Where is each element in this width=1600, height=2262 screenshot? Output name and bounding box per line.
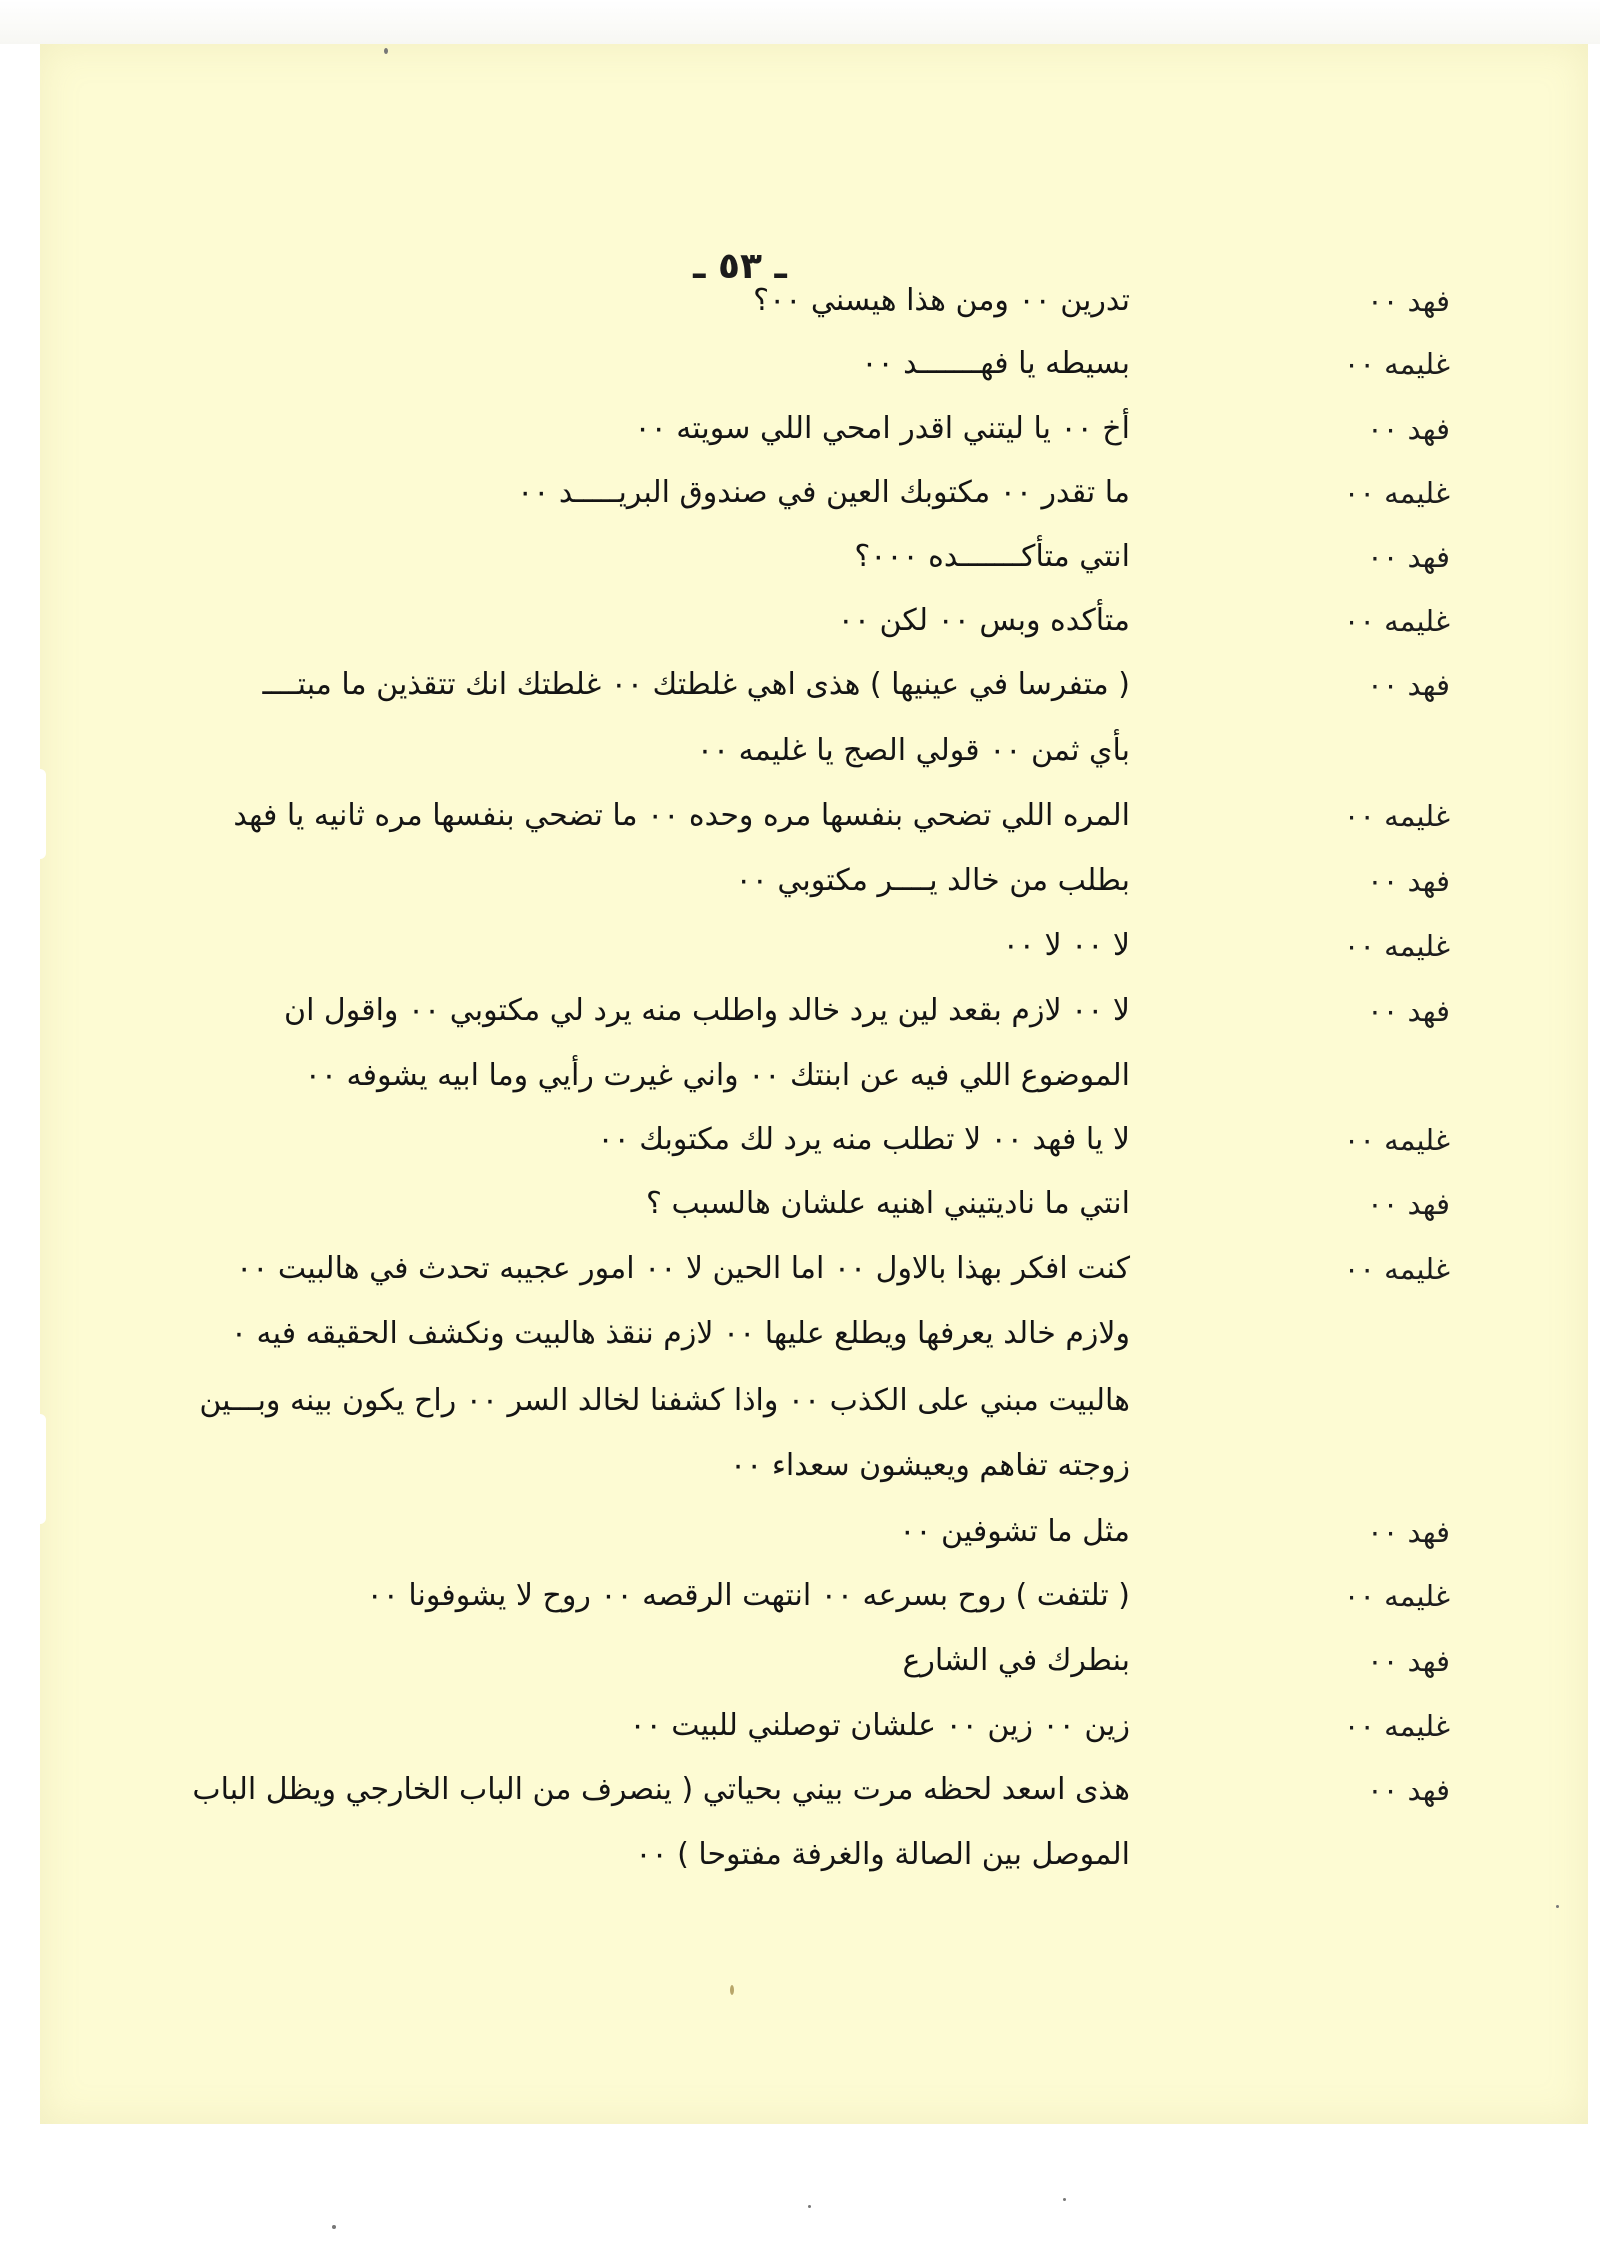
dialogue-text: بأي ثمن ٠٠ قولي الصج يا غليمه ٠٠ xyxy=(696,733,1130,768)
speaker-name: فهد ٠٠ xyxy=(1367,1773,1450,1807)
script-line xyxy=(0,1632,1600,1690)
script-line xyxy=(0,1437,1600,1495)
dialogue-text: ( تلتفت ) روح بسرعه ٠٠ انتهت الرقصه ٠٠ روح لا يشوفونا ٠٠ xyxy=(366,1578,1130,1613)
script-line xyxy=(0,1111,1600,1169)
dialogue-text: انتي ما ناديتيني اهنيه علشان هالسبب ؟ xyxy=(646,1186,1130,1221)
dialogue-text: انتي متأكـــــــده ٠٠٠؟ xyxy=(854,539,1130,574)
dialogue-text: الموصل بين الصالة والغرفة مفتوحا ) ٠٠ xyxy=(635,1837,1130,1872)
scan-speck xyxy=(730,1985,734,1995)
dialogue-text: زوجته تفاهم ويعيشون سعداء ٠٠ xyxy=(730,1448,1130,1483)
script-line xyxy=(0,1567,1600,1625)
speaker-name: فهد ٠٠ xyxy=(1367,994,1450,1028)
script-line xyxy=(0,1047,1600,1105)
dialogue-text: ( متفرسا في عينيها ) هذى اهي غلطتك ٠٠ غلطتك انك تتقذين ما مبتــــ xyxy=(262,667,1130,702)
speaker-name: غليمه ٠٠ xyxy=(1343,1579,1450,1613)
scan-speck xyxy=(1063,2198,1066,2201)
dialogue-text: المره اللي تضحي بنفسها مره وحده ٠٠ ما تضحي بنفسها مره ثانيه يا فهد xyxy=(233,798,1130,833)
script-line xyxy=(0,1697,1600,1755)
page-number: ـ ٥٣ ـ xyxy=(693,246,787,287)
scan-speck xyxy=(808,2205,811,2208)
speaker-name: فهد ٠٠ xyxy=(1367,412,1450,446)
script-line xyxy=(0,982,1600,1040)
dialogue-text: ولازم خالد يعرفها ويطلع عليها ٠٠ لازم ننقذ هالبيت ونكشف الحقيقه فيه ٠ xyxy=(230,1316,1130,1351)
dialogue-text: الموضوع اللي فيه عن ابنتك ٠٠ واني غيرت رأيي وما ابيه يشوفه ٠٠ xyxy=(304,1058,1130,1093)
script-line xyxy=(0,1761,1600,1819)
speaker-name: غليمه ٠٠ xyxy=(1343,799,1450,833)
speaker-name: غليمه ٠٠ xyxy=(1343,1123,1450,1157)
script-line xyxy=(0,1305,1600,1363)
speaker-name: فهد ٠٠ xyxy=(1367,540,1450,574)
script-line xyxy=(0,787,1600,845)
dialogue-text: لا ٠٠ لازم بقعد لين يرد خالد واطلب منه يرد لي مكتوبي ٠٠ واقول ان xyxy=(284,993,1130,1028)
speaker-name: غليمه ٠٠ xyxy=(1343,347,1450,381)
dialogue-text: أخ ٠٠ يا ليتني اقدر امحي اللي سويته ٠٠ xyxy=(634,411,1130,446)
scan-speck xyxy=(332,2225,336,2229)
script-line xyxy=(0,656,1600,714)
dialogue-text: ما تقدر ٠٠ مكتوبك العين في صندوق البريـــــد ٠٠ xyxy=(517,475,1130,510)
dialogue-text: لا ٠٠ لا ٠٠ xyxy=(1002,928,1130,963)
dialogue-text: بسيطه يا فهـــــــد ٠٠ xyxy=(861,346,1130,381)
speaker-name: فهد ٠٠ xyxy=(1367,864,1450,898)
script-line xyxy=(0,1826,1600,1884)
dialogue-text: هذى اسعد لحظه مرت بيني بحياتي ( ينصرف من الباب الخارجي ويظل الباب xyxy=(192,1772,1130,1807)
speaker-name: غليمه ٠٠ xyxy=(1343,476,1450,510)
script-line xyxy=(0,1503,1600,1561)
script-line xyxy=(0,917,1600,975)
speaker-name: فهد ٠٠ xyxy=(1367,284,1450,318)
dialogue-text: بنطرك في الشارع xyxy=(902,1643,1130,1678)
script-line xyxy=(0,722,1600,780)
dialogue-text: مثل ما تشوفين ٠٠ xyxy=(899,1514,1130,1549)
dialogue-text: متأكده وبس ٠٠ لكن ٠٠ xyxy=(837,603,1130,638)
dialogue-text: هالبيت مبني على الكذب ٠٠ واذا كشفنا لخالد السر ٠٠ راح يكون بينه وبـــين xyxy=(199,1383,1130,1418)
speaker-name: غليمه ٠٠ xyxy=(1343,929,1450,963)
dialogue-text: بطلب من خالد يــــر مكتوبي ٠٠ xyxy=(735,863,1130,898)
script-line xyxy=(0,272,1600,330)
speaker-name: غليمه ٠٠ xyxy=(1343,1709,1450,1743)
script-line xyxy=(0,528,1600,586)
dialogue-text: تدرين ٠٠ ومن هذا هيسني ٠٠؟ xyxy=(753,283,1130,318)
speaker-name: غليمه ٠٠ xyxy=(1343,604,1450,638)
script-line xyxy=(0,400,1600,458)
scan-top-edge xyxy=(0,0,1600,44)
speaker-name: فهد ٠٠ xyxy=(1367,1644,1450,1678)
scan-speck xyxy=(1556,1905,1559,1908)
dialogue-text: كنت افكر بهذا بالاول ٠٠ اما الحين لا ٠٠ امور عجيبه تحدث في هالبيت ٠٠ xyxy=(236,1251,1130,1286)
speaker-name: غليمه ٠٠ xyxy=(1343,1252,1450,1286)
speaker-name: فهد ٠٠ xyxy=(1367,1187,1450,1221)
script-line xyxy=(0,335,1600,393)
scan-speck xyxy=(384,48,388,54)
script-line xyxy=(0,1240,1600,1298)
speaker-name: فهد ٠٠ xyxy=(1367,1515,1450,1549)
script-line xyxy=(0,1372,1600,1430)
dialogue-text: لا يا فهد ٠٠ لا تطلب منه يرد لك مكتوبك ٠٠ xyxy=(597,1122,1130,1157)
script-line xyxy=(0,1175,1600,1233)
speaker-name: فهد ٠٠ xyxy=(1367,668,1450,702)
script-line xyxy=(0,592,1600,650)
script-line xyxy=(0,464,1600,522)
script-line xyxy=(0,852,1600,910)
dialogue-text: زين ٠٠ زين ٠٠ علشان توصلني للبيت ٠٠ xyxy=(629,1708,1130,1743)
